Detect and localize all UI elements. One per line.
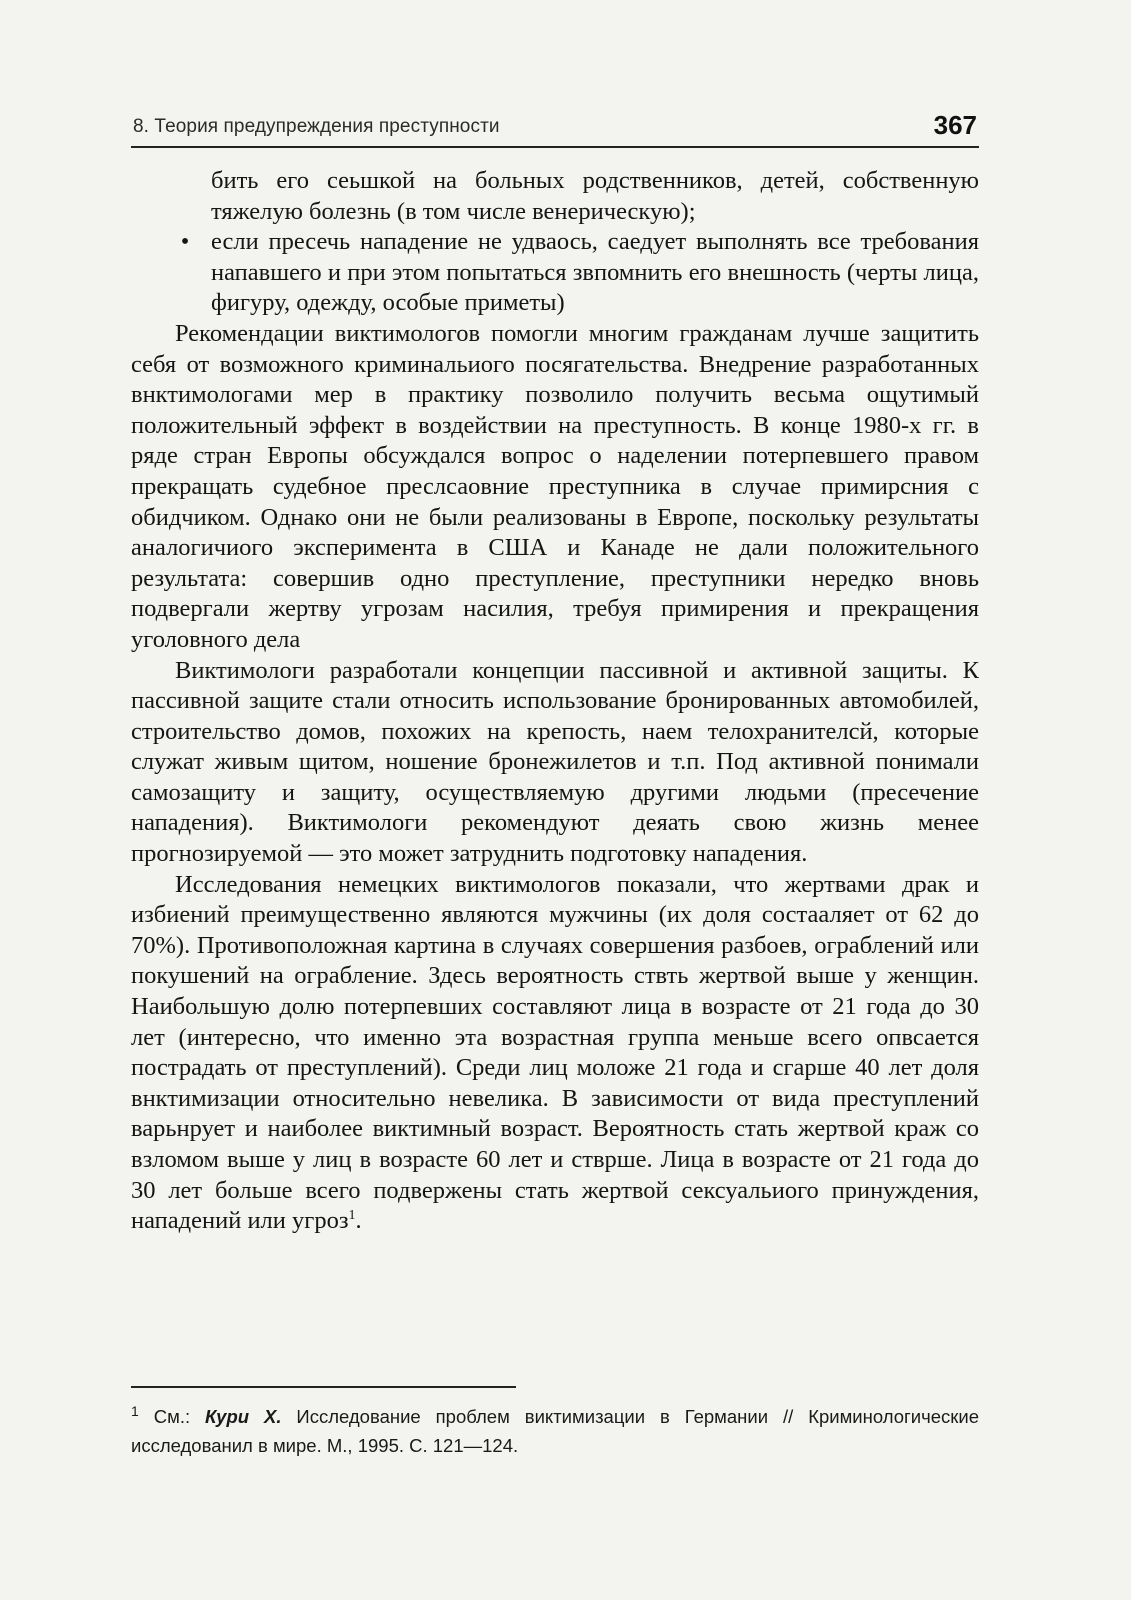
list-continuation: бить его сеьшкой на больных родственников, детей, собственную тяжелую болезнь (в том числе венерическую); xyxy=(211,167,979,225)
list-item-text: если пресечь нападение не удваось, саедует выполнять все требования напавшего и при этом попытаться звпомнить его внешность (черты лица, фигуру, одежду, особые приметы) xyxy=(211,228,979,317)
paragraph: Виктимологи разработали концепции пассивной и активной защиты. К пассивной защите стали относить использование бронированных автомобилей, строительство домов, похожих на крепость, наем телохранителсй, которые служат живым щитом, ношение бронежилетов и т.п. Под активной понимали самозащиту и защиту, осуществляемую другими людьми (пресечение нападения). Виктимологи рекомендуют деяать свою жизнь менее прогнозируемой — это может затруднить подготовку нападения. xyxy=(131,656,979,868)
footnote-author: Кури Х. xyxy=(205,1406,282,1427)
footnote-divider xyxy=(131,1386,516,1388)
running-head xyxy=(131,110,979,148)
paragraph-text: Исследования немецких виктимологов показали, что жертвами драк и избиений преимущественно являются мужчины (их доля состааляет от 62 до 70%). Противоположная картина в случаях совершения разбоев, ограблений или покушений на ограбление. Здесь вероятность ствть жертвой выше у женщин. Наибольшую долю потерпевших составляют лица в возрасте от 21 года до 30 лет (интересно, что именно эта возрастная группа меньше всего опвсается пострадать от преступлений). Среди лиц моложе 21 года и сгарше 40 лет доля внктимизации относительно невелика. В зависимости от вида преступлений варьнрует и наиболее виктимный возраст. Вероятность стать жертвой краж со взломом выше у лиц в возрасте 60 лет и стврше. Лица в возрасте от 21 года до 30 лет больше всего подвержены стать жертвой сексуальиого принуждения, нападений или угроз xyxy=(131,870,979,1235)
list-item xyxy=(180,227,979,319)
paragraph: Исследования немецких виктимологов показали, что жертвами драк и избиений преимущественно являются мужчины (их доля состааляет от 62 до 70%). Противоположная картина в случаях совершения разбоев, ограблений или покушений на ограбление. Здесь вероятность ствть жертвой выше у женщин. Наибольшую долю потерпевших составляют лица в возрасте от 21 года до 30 лет (интересно, что именно эта возрастная группа меньше всего опвсается пострадать от преступлений). Среди лиц моложе 21 года и сгарше 40 лет доля внктимизации относительно невелика. В зависимости от вида преступлений варьнрует и наиболее виктимный возраст. Вероятность стать жертвой краж со взломом выше у лиц в возрасте 60 лет и стврше. Лица в возрасте от 21 года до 30 лет больше всего подвержены стать жертвой сексуальиого принуждения, нападений или угроз$^1$. xyxy=(131,870,979,1235)
footnote-reference: 1 xyxy=(348,1208,356,1224)
body-text xyxy=(131,166,979,1237)
footnote-prefix: См.: xyxy=(153,1406,191,1427)
footnote-marker: 1 xyxy=(131,1402,139,1419)
footnote xyxy=(131,1402,979,1460)
page-number: 367 xyxy=(933,110,977,140)
bullet-list xyxy=(131,227,979,319)
running-title: 8. Теория предупреждения преступности xyxy=(133,116,500,137)
footnote-text: Исследование проблем виктимизации в Германии // Криминологические исследованил в мире. М., 1995. С. 121—124. xyxy=(131,1406,980,1456)
paragraph: Рекомендации виктимологов помогли многим гражданам лучше защитить себя от возможного криминальиого посягательства. Внедрение разработанных внктимологами мер в практику позволило получить весьма ощутимый положительный эффект в воздействии на преступность. В конце 1980-х гг. в ряде стран Европы обсуждался вопрос о наделении потерпевшего правом прекращать судебное преслсаовние преступника в случае примирсния с обидчиком. Однако они не были реализованы в Европе, поскольку результаты аналогичиого эксперимента в США и Канаде не дали положительного результата: совершив одно преступление, преступники нередко вновь подвергали жертву угрозам насилия, требуя примирения и прекращения уголовного дела xyxy=(131,319,979,653)
bullet-icon: • xyxy=(180,228,190,256)
